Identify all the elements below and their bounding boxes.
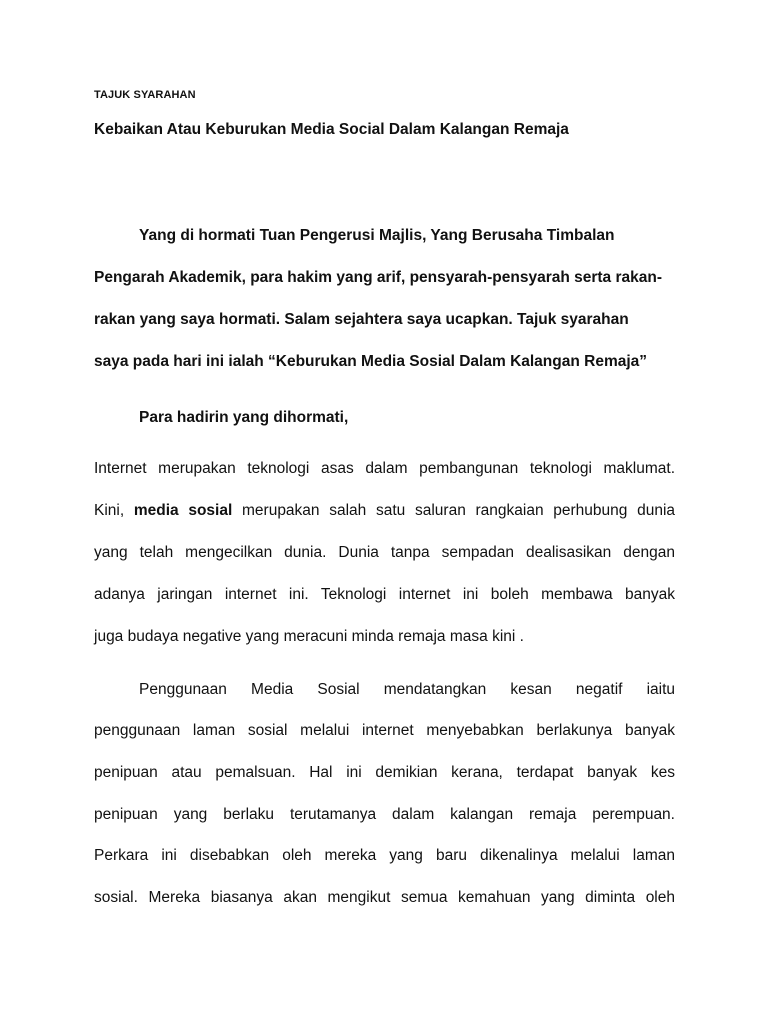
paragraph1-line-3: yang telah mengecilkan dunia. Dunia tanpa sempadan dealisasikan dengan [94, 544, 675, 561]
paragraph1-line-4: adanya jaringan internet ini. Teknologi internet ini boleh membawa banyak [94, 586, 675, 603]
speech-topic-label: TAJUK SYARAHAN [94, 89, 196, 101]
opening-line-2: Pengarah Akademik, para hakim yang arif, pensyarah-pensyarah serta rakan- [94, 269, 663, 286]
opening-line-4: saya pada hari ini ialah “Keburukan Media Sosial Dalam Kalangan Remaja” [94, 353, 648, 370]
opening-line-3: rakan yang saya hormati. Salam sejahtera saya ucapkan. Tajuk syarahan [94, 311, 629, 328]
paragraph1-line-2 [94, 501, 675, 521]
paragraph1-line-2-suffix: merupakan salah satu saluran rangkaian perhubung dunia [242, 502, 676, 519]
document-title: Kebaikan Atau Keburukan Media Social Dalam Kalangan Remaja [94, 121, 569, 138]
paragraph1-line-5: juga budaya negative yang meracuni minda remaja masa kini . [94, 628, 524, 645]
paragraph2-line-5: Perkara ini disebabkan oleh mereka yang baru dikenalinya melalui laman [94, 847, 675, 864]
paragraph2-line-2: penggunaan laman sosial melalui internet menyebabkan berlakunya banyak [94, 722, 675, 739]
paragraph2-line-4: penipuan yang berlaku terutamanya dalam kalangan remaja perempuan. [94, 806, 675, 823]
greeting-line: Para hadirin yang dihormati, [139, 409, 349, 426]
opening-line-1: Yang di hormati Tuan Pengerusi Majlis, Yang Berusaha Timbalan [139, 227, 615, 244]
paragraph1-line-2-prefix: Kini, [94, 502, 125, 519]
paragraph1-line-1: Internet merupakan teknologi asas dalam pembangunan teknologi maklumat. [94, 460, 675, 477]
paragraph2-line-6: sosial. Mereka biasanya akan mengikut semua kemahuan yang diminta oleh [94, 889, 675, 906]
paragraph2-line-1: Penggunaan Media Sosial mendatangkan kesan negatif iaitu [139, 681, 675, 698]
paragraph2-line-3: penipuan atau pemalsuan. Hal ini demikian kerana, terdapat banyak kes [94, 764, 675, 781]
media-sosial-bold: media sosial [133, 502, 233, 519]
